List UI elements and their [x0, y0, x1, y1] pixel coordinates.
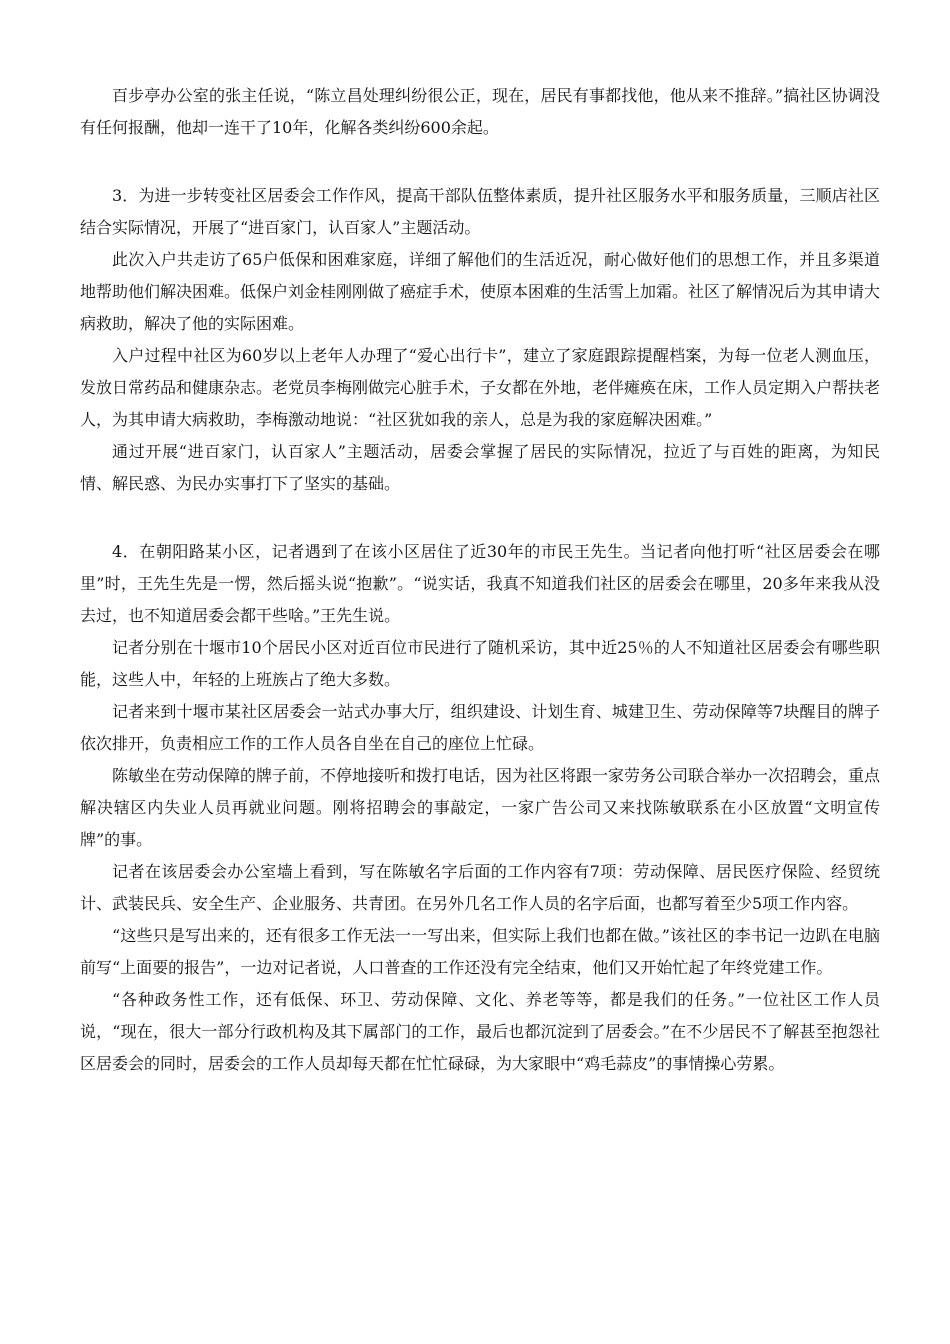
- paragraph-s3-3: 入户过程中社区为60岁以上老年人办理了“爱心出行卡”，建立了家庭跟踪提醒档案，为每一位老人测血压，发放日常药品和健康杂志。老党员李梅刚做完心脏手术，子女都在外地，老伴瘫痪在床，工作人员定期入户帮扶老人，为其申请大病救助，李梅激动地说：“社区犹如我的亲人，总是为我的家庭解决困难。”: [80, 346, 881, 429]
- paragraph-s4-6: “这些只是写出来的，还有很多工作无法一一写出来，但实际上我们也都在做。”该社区的李书记一边趴在电脑前写“上面要的报告”，一边对记者说，人口普查的工作还没有完全结束，他们又开始忙起了年终党建工作。: [80, 926, 880, 977]
- paragraph-intro-1: 百步亭办公室的张主任说，“陈立昌处理纠纷很公正，现在，居民有事都找他，他从来不推辞。”搞社区协调没有任何报酬，他却一连干了10年，化解各类纠纷600余起。: [80, 86, 880, 137]
- paragraph-s3-4: 通过开展“进百家门，认百家人”主题活动，居委会掌握了居民的实际情况，拉近了与百姓的距离，为知民情、解民惑、为民办实事打下了坚实的基础。: [80, 442, 880, 493]
- paragraph-s4-7: “各种政务性工作，还有低保、环卫、劳动保障、文化、养老等等，都是我们的任务。”一位社区工作人员说，“现在，很大一部分行政机构及其下属部门的工作，最后也都沉淀到了居委会。”在不少居民不了解甚至抱怨社区居委会的同时，居委会的工作人员却每天都在忙忙碌碌，为大家眼中“鸡毛蒜皮”的事情操心劳累。: [80, 990, 880, 1073]
- paragraph-s4-5: 记者在该居委会办公室墙上看到，写在陈敏名字后面的工作内容有7项：劳动保障、居民医疗保险、经贸统计、武装民兵、安全生产、企业服务、共青团。在另外几名工作人员的名字后面，也都写着至少5项工作内容。: [80, 862, 880, 913]
- document-body: [80, 80, 880, 1080]
- paragraph-s4-3: 记者来到十堰市某社区居委会一站式办事大厅，组织建设、计划生育、城建卫生、劳动保障等7块醒目的牌子依次排开，负责相应工作的工作人员各自坐在自己的座位上忙碌。: [80, 702, 880, 753]
- paragraph-s4-4: 陈敏坐在劳动保障的牌子前，不停地接听和拨打电话，因为社区将跟一家劳务公司联合举办一次招聘会，重点解决辖区内失业人员再就业问题。刚将招聘会的事敲定，一家广告公司又来找陈敏联系在小区放置“文明宣传牌”的事。: [80, 766, 881, 849]
- paragraph-s3-2: 此次入户共走访了65户低保和困难家庭，详细了解他们的生活近况，耐心做好他们的思想工作，并且多渠道地帮助他们解决困难。低保户刘金桂刚刚做了癌症手术，使原本困难的生活雪上加霜。社区了解情况后为其申请大病救助，解决了他的实际困难。: [80, 250, 881, 333]
- section-divider: [80, 500, 880, 536]
- paragraph-s3-1: 3．为进一步转变社区居委会工作作风，提高干部队伍整体素质，提升社区服务水平和服务质量，三顺店社区结合实际情况，开展了“进百家门，认百家人”主题活动。: [80, 186, 880, 237]
- paragraph-s4-1: 4．在朝阳路某小区，记者遇到了在该小区居住了近30年的市民王先生。当记者向他打听“社区居委会在哪里”时，王先生先是一愣，然后摇头说“抱歉”。“说实话，我真不知道我们社区的居委会在哪里，20多年来我从没去过，也不知道居委会都干些啥。”王先生说。: [80, 542, 880, 625]
- paragraph-s4-2: 记者分别在十堰市10个居民小区对近百位市民进行了随机采访，其中近25％的人不知道社区居委会有哪些职能，这些人中，年轻的上班族占了绝大多数。: [80, 638, 880, 689]
- section-divider: [80, 144, 880, 180]
